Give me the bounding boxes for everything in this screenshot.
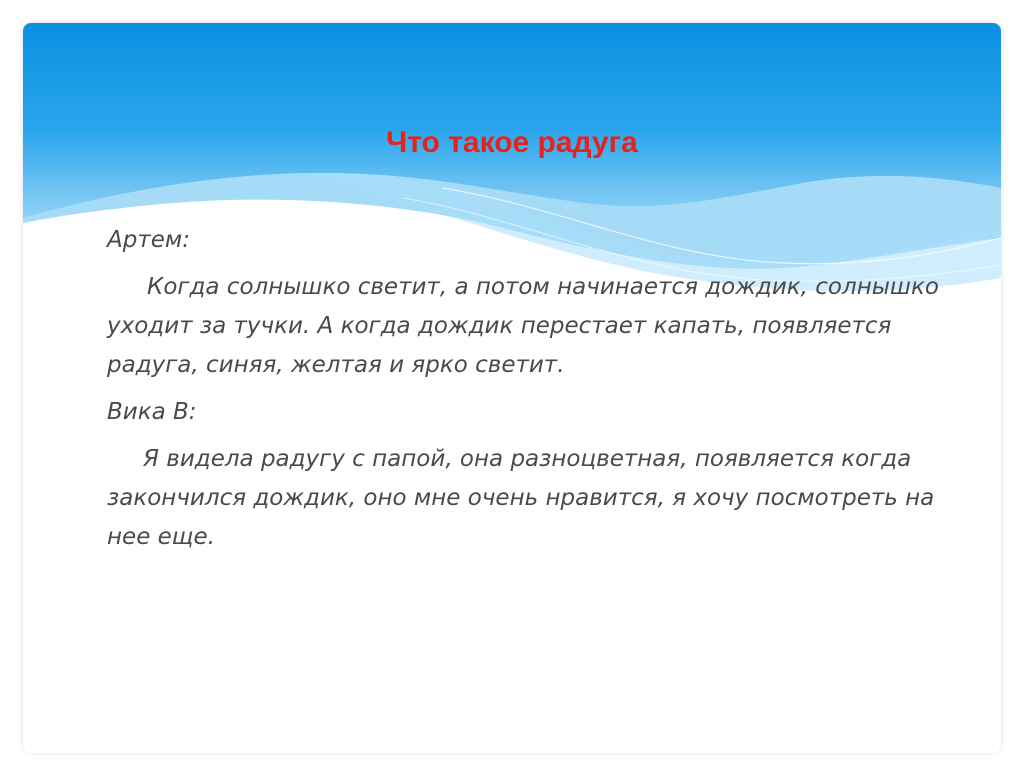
quote-vika: Я видела радугу с папой, она разноцветная, появляется когда закончился дождик, оно мне очень нравится, я хочу посмотреть на нее еще. bbox=[107, 446, 935, 550]
speaker-label-artem: Артем: bbox=[107, 227, 190, 253]
slide bbox=[23, 23, 1001, 753]
quote-artem: Когда солнышко светит, а потом начинается дождик, солнышко уходит за тучки. А когда дождик перестает капать, появляется радуга, синяя, желтая и ярко светит. bbox=[107, 274, 939, 378]
slide-title: Что такое радуга bbox=[386, 126, 638, 159]
speaker-label-vika: Вика В: bbox=[107, 399, 197, 425]
slide-body bbox=[107, 221, 977, 557]
